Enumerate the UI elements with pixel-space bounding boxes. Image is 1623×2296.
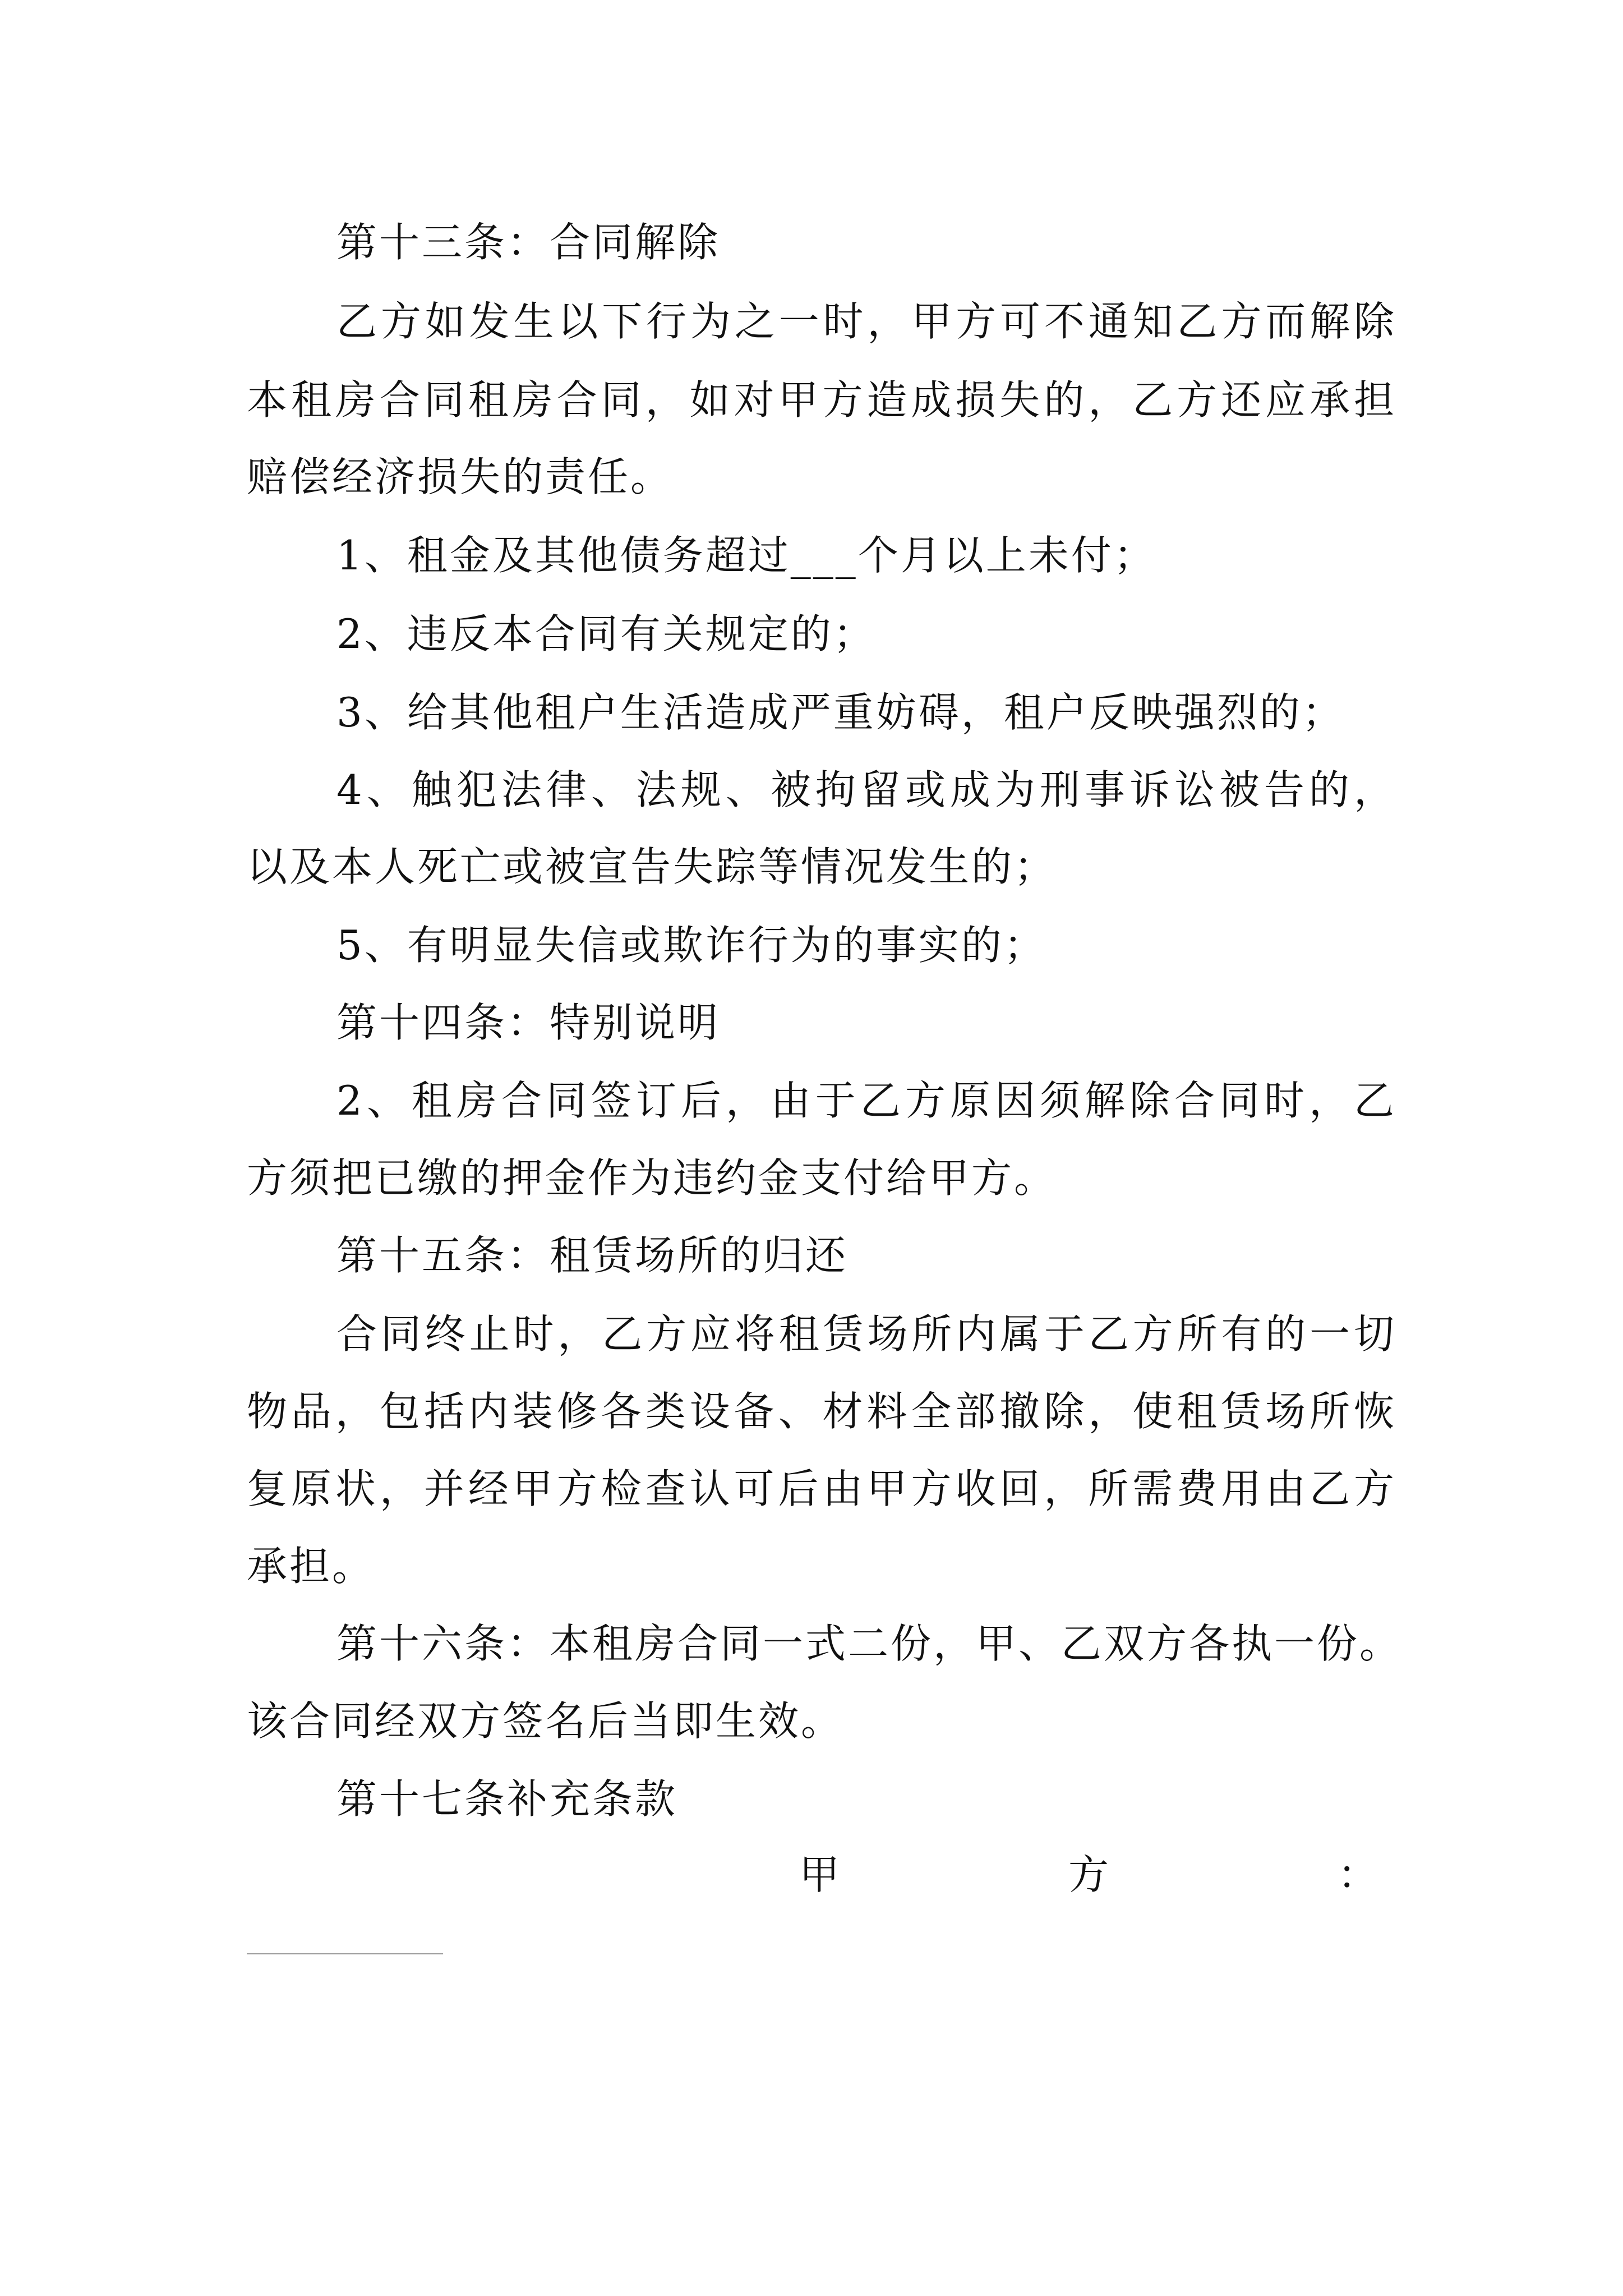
heading-article-14: 第十四条：特别说明 <box>336 999 721 1046</box>
paragraph-line: 承担。 <box>247 1543 375 1590</box>
paragraph-line: 赔偿经济损失的责任。 <box>247 453 674 500</box>
heading-article-15: 第十五条：租赁场所的归还 <box>336 1232 849 1279</box>
paragraph-line: 复原状，并经甲方检查认可后由甲方收回，所需费用由乙方 <box>247 1465 1396 1512</box>
paragraph-line: 该合同经双方签名后当即生效。 <box>247 1697 844 1745</box>
signature-party-a-colon: ： <box>1338 1851 1378 1898</box>
paragraph-line: 物品，包括内装修各类设备、材料全部撤除，使租赁场所恢 <box>247 1388 1396 1435</box>
paragraph-line: 以及本人死亡或被宣告失踪等情况发生的； <box>247 843 1057 890</box>
list-item: 1、租金及其他债务超过___个月以上未付； <box>336 532 1156 579</box>
paragraph-line: 乙方如发生以下行为之一时，甲方可不通知乙方而解除 <box>336 298 1396 345</box>
list-item: 2、租房合同签订后，由于乙方原因须解除合同时，乙 <box>336 1077 1396 1124</box>
heading-article-16: 第十六条：本租房合同一式二份，甲、乙双方各执一份。 <box>336 1620 1403 1667</box>
paragraph-line: 合同终止时，乙方应将租赁场所内属于乙方所有的一切 <box>336 1310 1396 1358</box>
heading-article-17: 第十七条补充条款 <box>336 1775 678 1823</box>
list-item: 2、违反本合同有关规定的； <box>336 610 876 657</box>
footnote-divider <box>247 1953 443 1954</box>
paragraph-line: 本租房合同租房合同，如对甲方造成损失的，乙方还应承担 <box>247 376 1396 424</box>
signature-party-a-char1: 甲 <box>799 1851 840 1898</box>
paragraph-line: 方须把已缴的押金作为违约金支付给甲方。 <box>247 1154 1057 1202</box>
heading-article-13: 第十三条：合同解除 <box>336 219 721 266</box>
signature-party-a-char2: 方 <box>1068 1851 1109 1898</box>
list-item: 5、有明显失信或欺诈行为的事实的； <box>336 922 1046 969</box>
list-item: 4、触犯法律、法规、被拘留或成为刑事诉讼被告的， <box>336 766 1396 813</box>
list-item: 3、给其他租户生活造成严重妨碍，租户反映强烈的； <box>336 689 1345 736</box>
